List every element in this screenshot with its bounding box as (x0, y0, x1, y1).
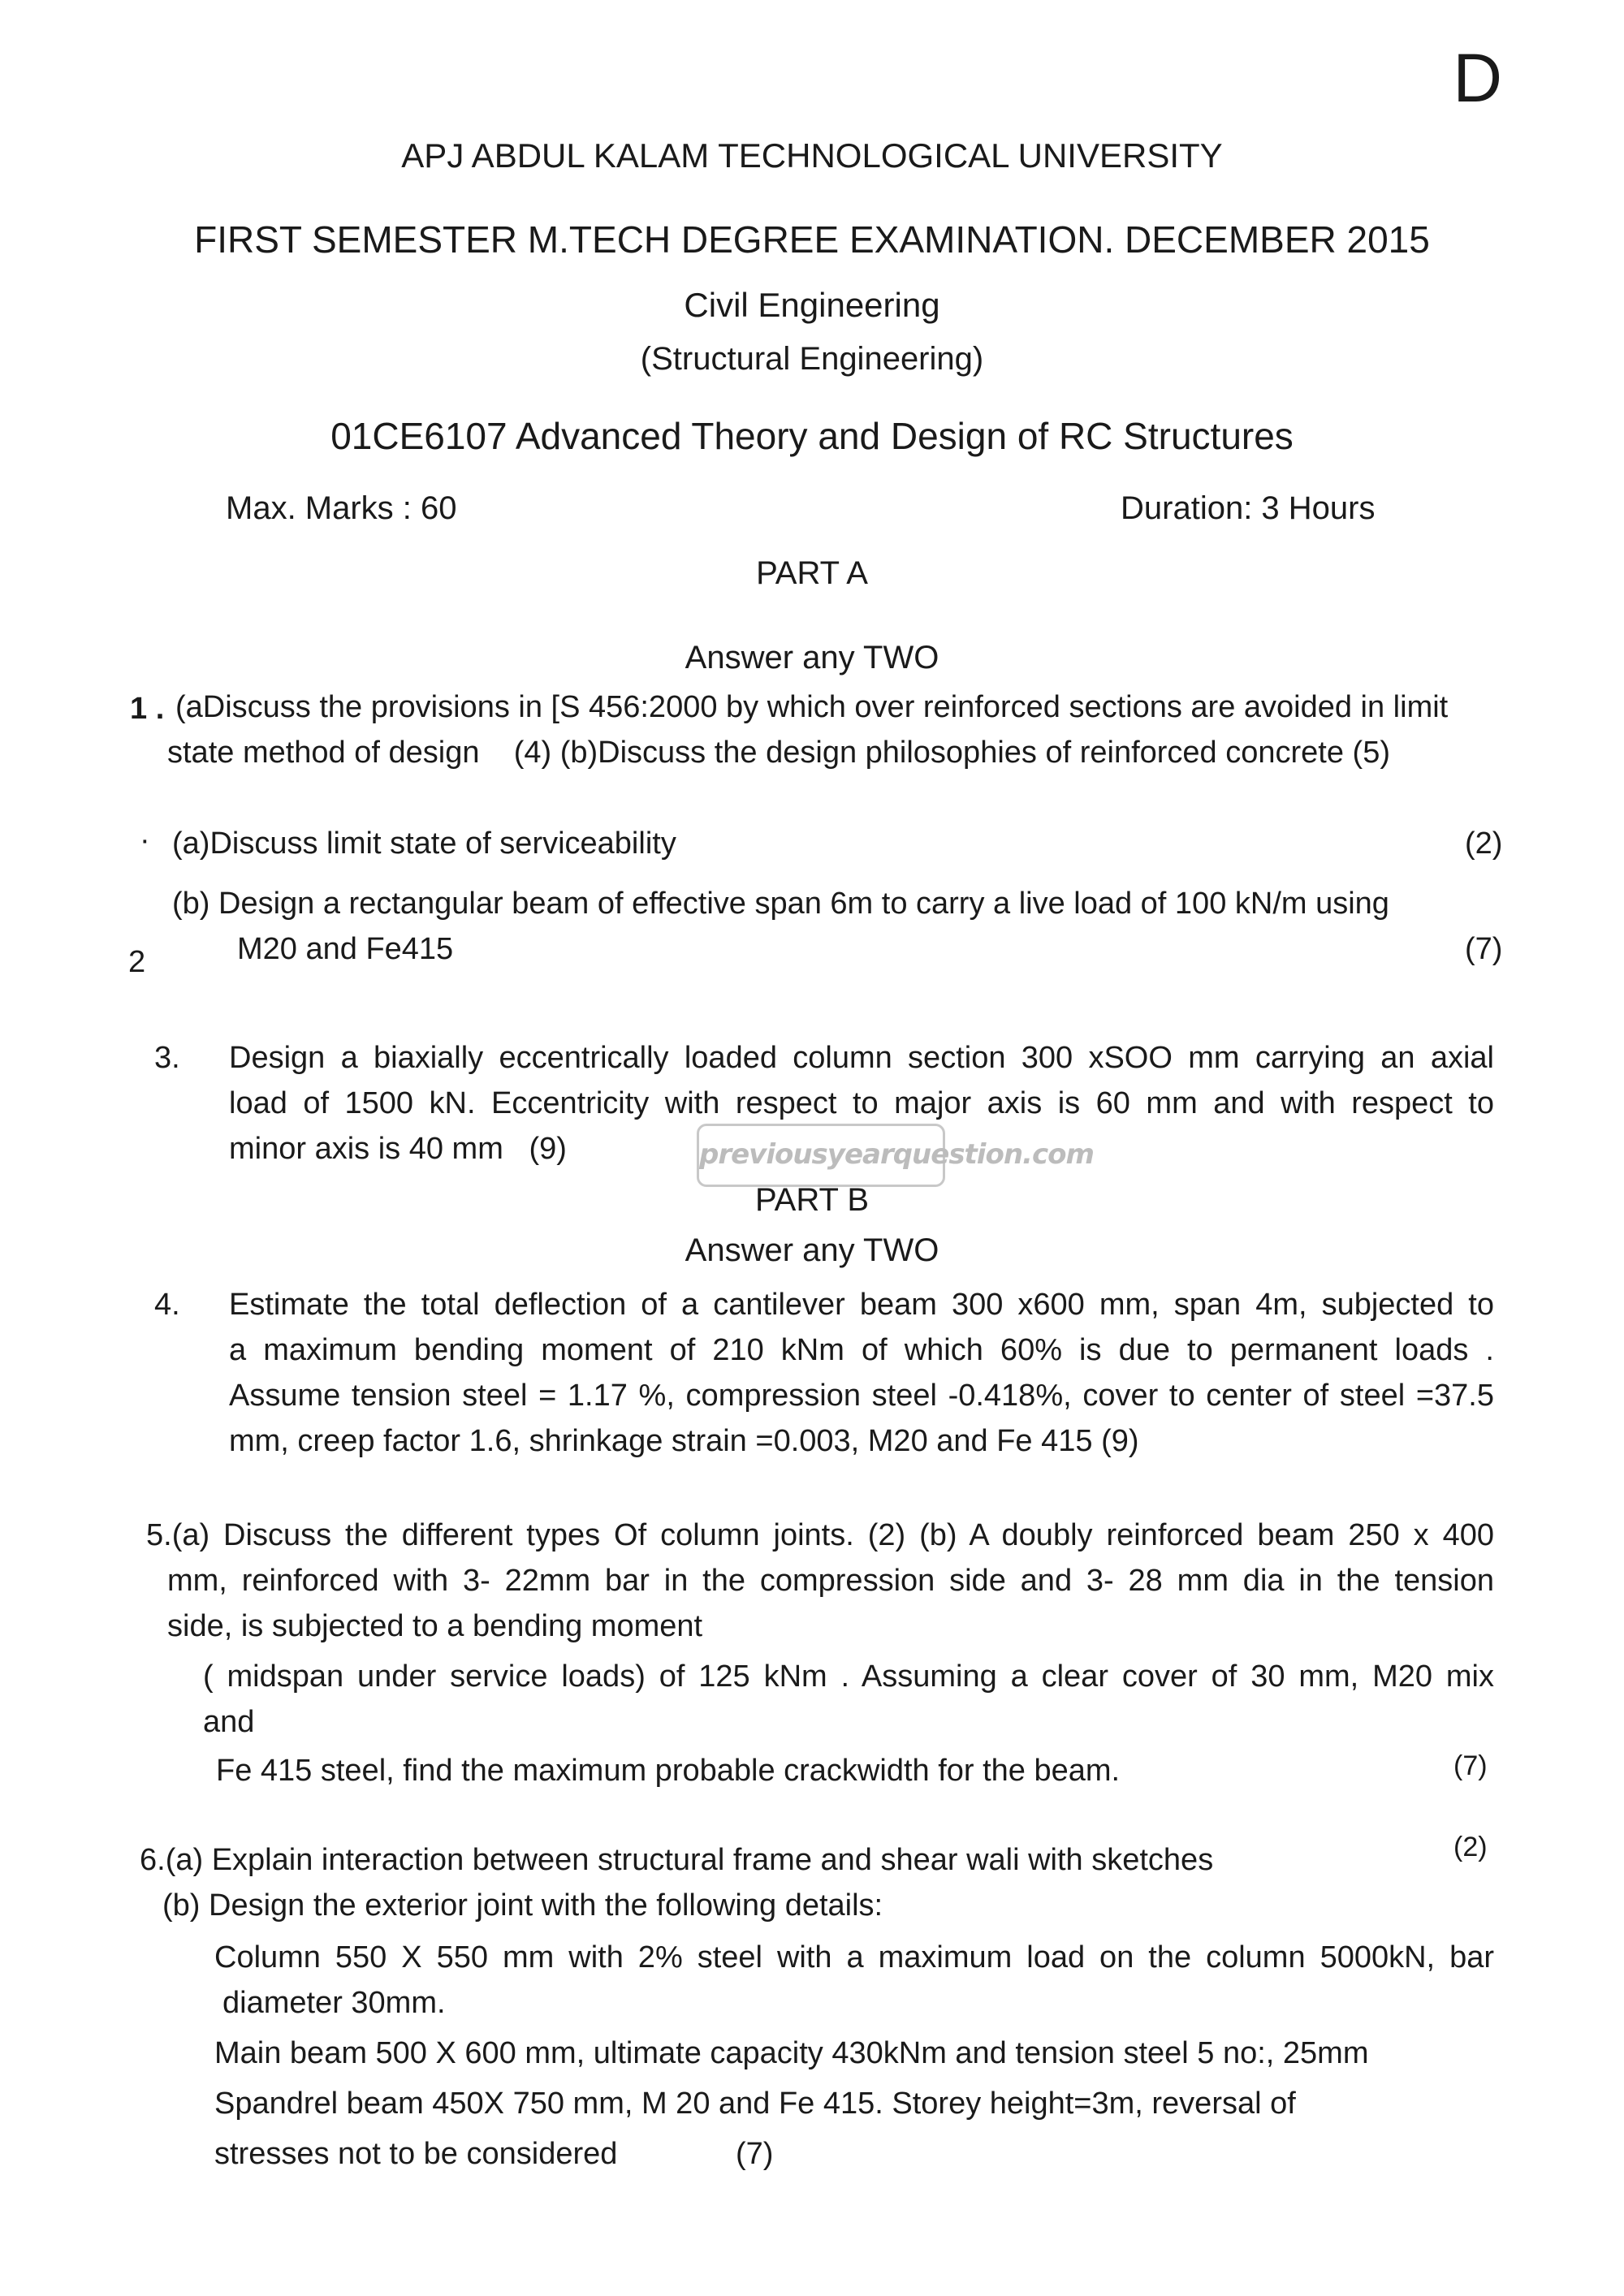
q4-line4: mm, creep factor 1.6, shrinkage strain =0.003, M20 and Fe 415 (9) (229, 1424, 1139, 1458)
q1-number: 1 . (130, 692, 165, 726)
part-b-instruction: Answer any TWO (685, 1232, 939, 1268)
q2-b-line2: M20 and Fe415 (237, 932, 454, 966)
q6-line6: Spandrel beam 450X 750 mm, M 20 and Fe 415. Storey height=3m, reversal of (214, 2087, 1296, 2121)
part-b-title: PART B (754, 1182, 870, 1218)
exam-title: FIRST SEMESTER M.TECH DEGREE EXAMINATION. DECEMBER 2015 (194, 218, 1430, 261)
course-title: 01CE6107 Advanced Theory and Design of RC Structures (330, 415, 1294, 457)
part-a-title: PART A (756, 555, 868, 591)
q6-line3: Column 550 X 550 mm with 2% steel with a maximum load on the column 5000kN, bar (214, 1940, 1494, 1974)
q4-line2: a maximum bending moment of 210 kNm of which 60% is due to permanent loads . (229, 1333, 1494, 1367)
q4-line1: Estimate the total deflection of a cantilever beam 300 x600 mm, span 4m, subjected to (229, 1288, 1494, 1322)
stream-name: (Structural Engineering) (640, 341, 984, 377)
q2-number: 2 (128, 945, 146, 979)
q5-line4: ( midspan under service loads) of 125 kNm . Assuming a clear cover of 30 mm, M20 mix (203, 1659, 1494, 1694)
q3-line2: load of 1500 kN. Eccentricity with respect to major axis is 60 mm and with respect to (229, 1086, 1494, 1120)
q4-line3: Assume tension steel = 1.17 %, compression steel -0.418%, cover to center of steel =37.5 (229, 1379, 1494, 1413)
q5-line3: side, is subjected to a bending moment (167, 1609, 703, 1643)
max-marks: Max. Marks : 60 (226, 490, 457, 526)
q2-b-marks: (7) (1465, 932, 1503, 966)
duration: Duration: 3 Hours (1121, 490, 1376, 526)
q5-marks: (7) (1453, 1750, 1488, 1781)
q3-line3: minor axis is 40 mm (9) (229, 1132, 567, 1166)
q6-line2: (b) Design the exterior joint with the following details: (162, 1888, 883, 1923)
q6-line1: 6.(a) Explain interaction between structural frame and shear wali with sketches (140, 1843, 1214, 1877)
q6-line5: Main beam 500 X 600 mm, ultimate capacity 430kNm and tension steel 5 no:, 25mm (214, 2036, 1369, 2070)
q5-line2: mm, reinforced with 3- 22mm bar in the compression side and 3- 28 mm dia in the tension (167, 1564, 1494, 1598)
q6-line4: diameter 30mm. (222, 1986, 446, 2020)
q3-number: 3. (154, 1041, 180, 1075)
q6-marks-b: (7) (736, 2137, 774, 2171)
q6-line7: stresses not to be considered (214, 2137, 618, 2171)
q5-line1: 5.(a) Discuss the different types Of column joints. (2) (b) A doubly reinforced beam 250 x 400 (146, 1518, 1494, 1552)
q6-marks-a: (2) (1453, 1832, 1488, 1862)
q5-line5: and (203, 1705, 255, 1739)
q2-b-line1: (b) Design a rectangular beam of effective span 6m to carry a live load of 100 kN/m using (172, 887, 1389, 921)
paper-code: D (1453, 40, 1502, 116)
watermark-logo: previousyearquestion.com (697, 1124, 945, 1187)
q4-number: 4. (154, 1288, 180, 1322)
branch-name: Civil Engineering (684, 286, 940, 324)
part-a-instruction: Answer any TWO (685, 640, 939, 675)
q2-a-text: (a)Discuss limit state of serviceability (172, 826, 676, 861)
q5-line6: Fe 415 steel, find the maximum probable crackwidth for the beam. (216, 1754, 1121, 1788)
q2-a-marks: (2) (1465, 826, 1503, 861)
q1-line1: (aDiscuss the provisions in [S 456:2000 by which over reinforced sections are avoided in limit (175, 690, 1449, 724)
q2-bullet: · (140, 823, 150, 857)
q3-line1: Design a biaxially eccentrically loaded column section 300 xSOO mm carrying an axial (229, 1041, 1494, 1075)
q1-line2: state method of design (4) (b)Discuss the design philosophies of reinforced concrete (5) (167, 736, 1390, 770)
university-name: APJ ABDUL KALAM TECHNOLOGICAL UNIVERSITY (401, 136, 1223, 175)
